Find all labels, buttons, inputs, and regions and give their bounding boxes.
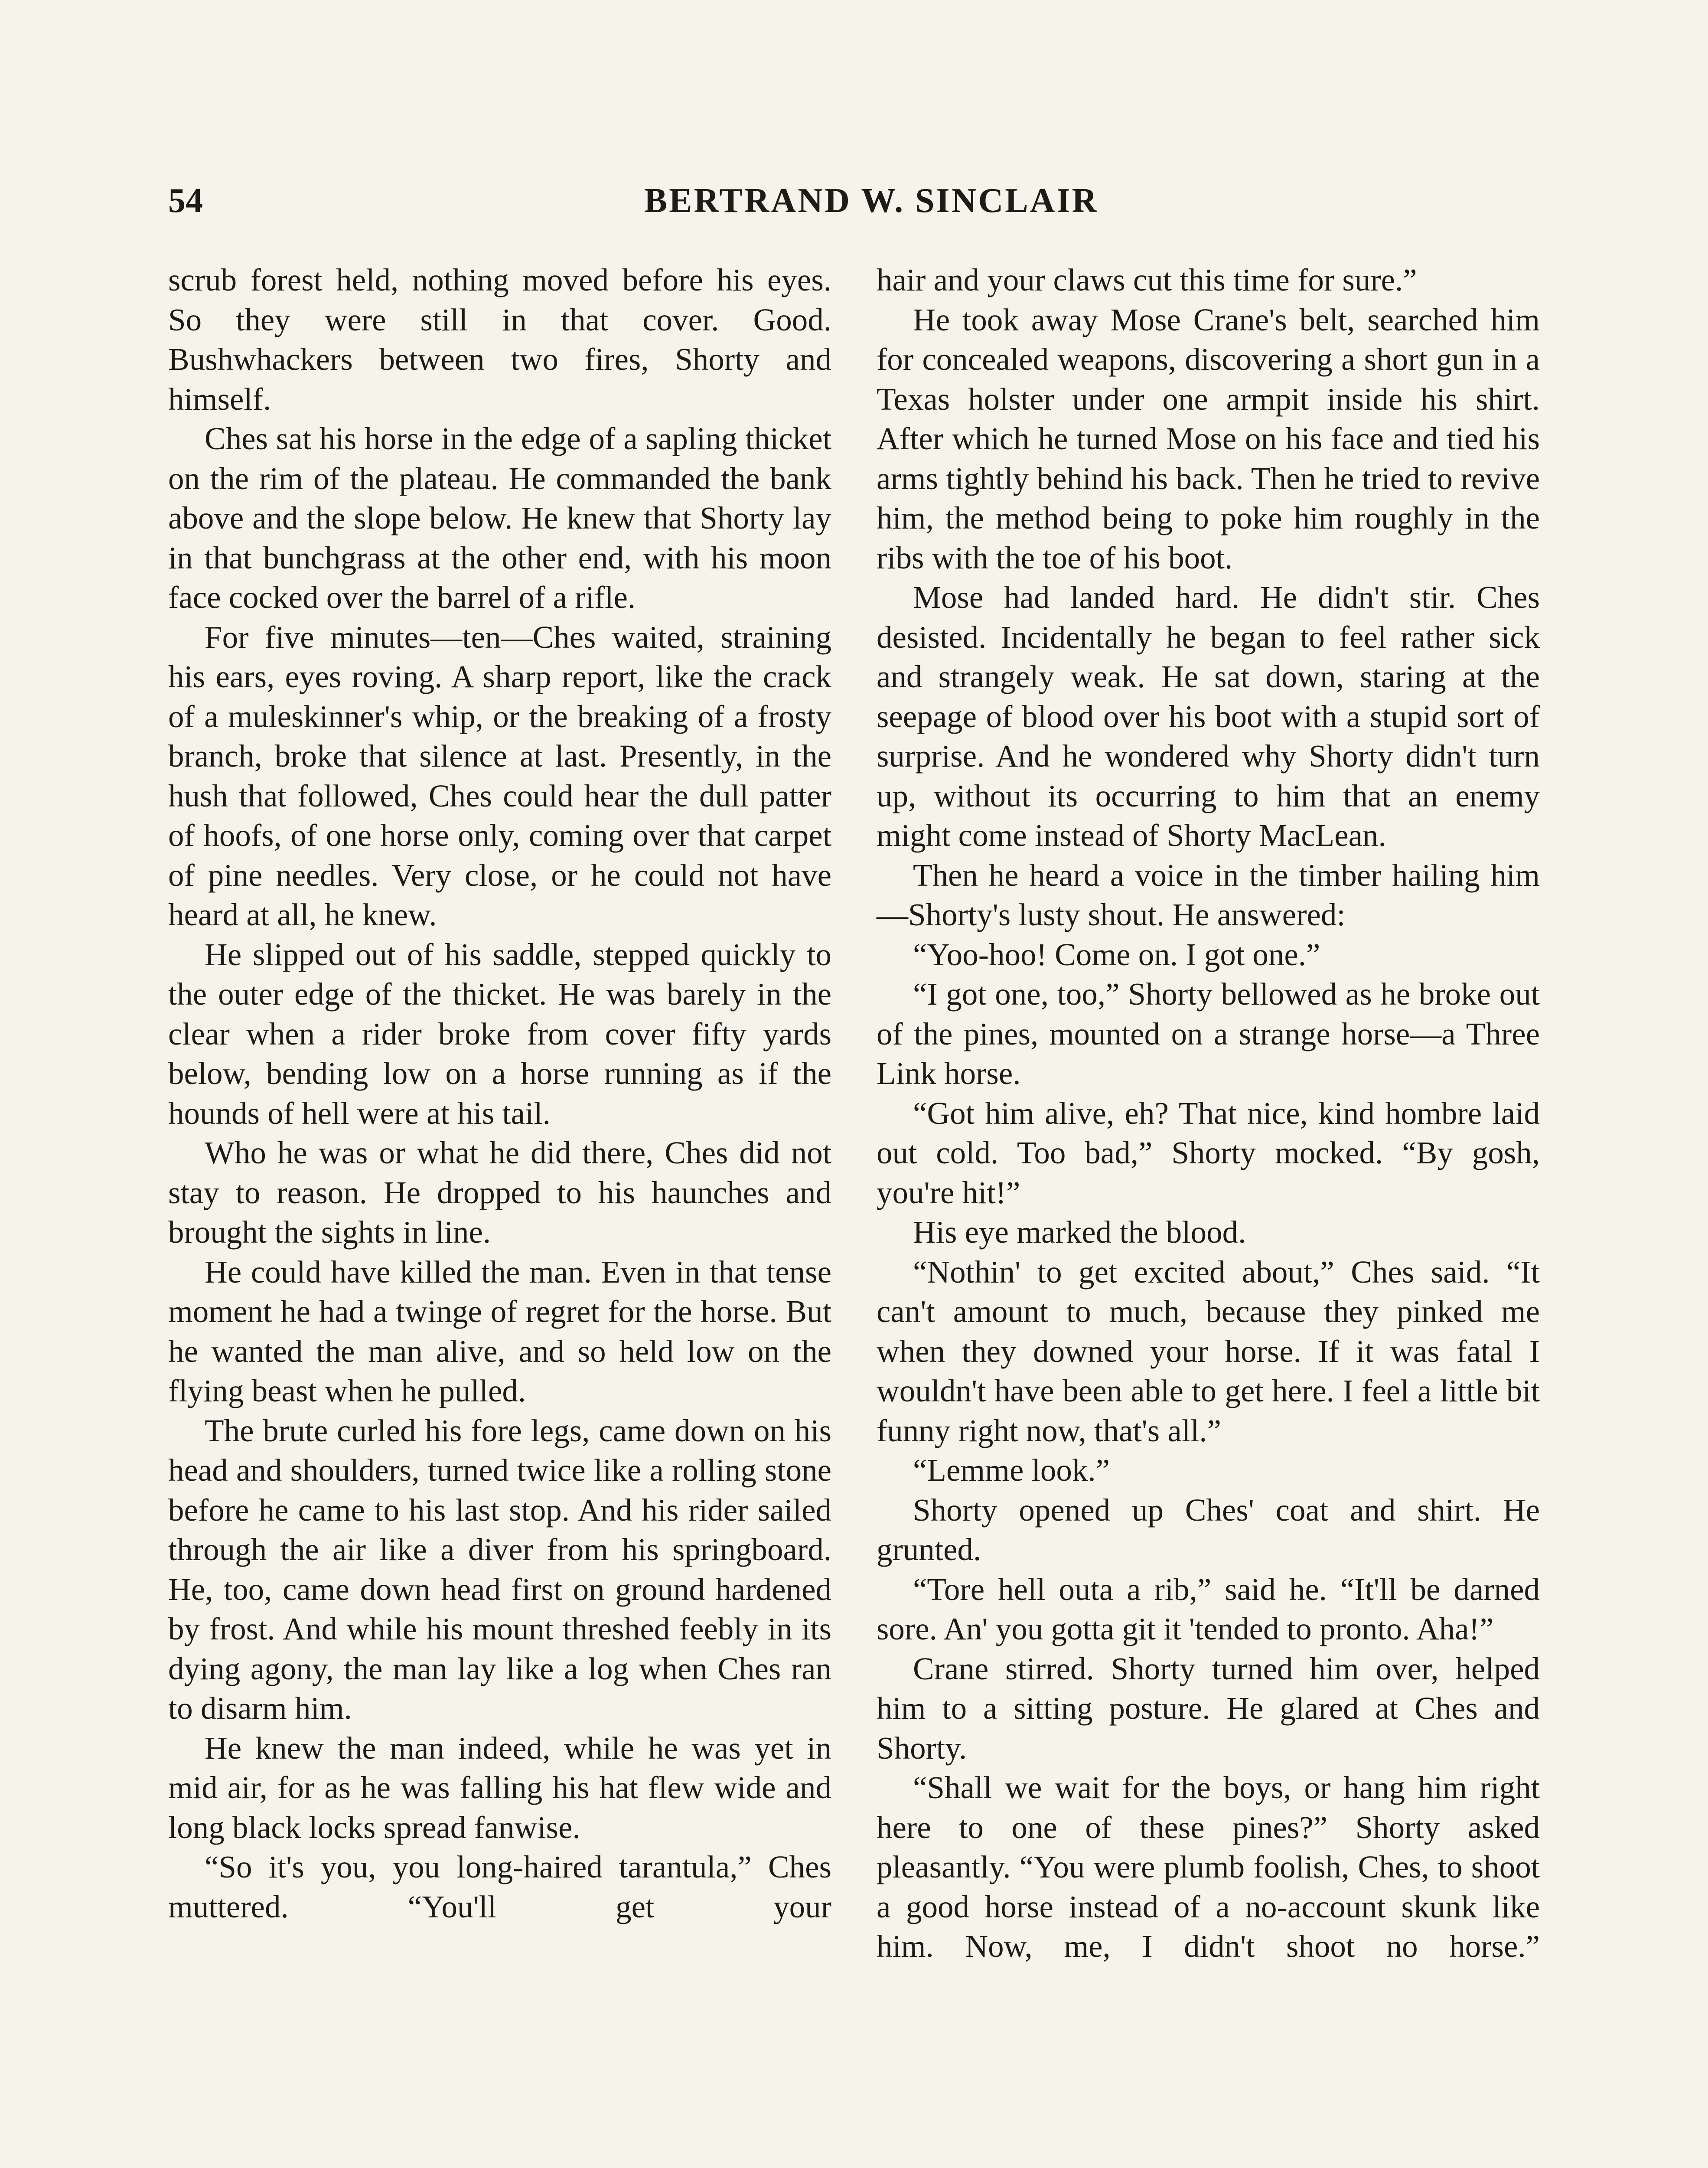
paragraph: Then he heard a voice in the timber hailing him—Shorty's lusty shout. He answered: bbox=[877, 857, 1540, 932]
paragraph: The brute curled his fore legs, came down on his head and shoulders, turned twice like a rolling stone before he came to his last stop. And his rider sailed through the air like a diver from his springboard. He, too, came down head first on ground hardened by frost. And while his mount threshed feebly in its dying agony, the man lay like a log when Ches ran to disarm him. bbox=[168, 1413, 831, 1726]
paragraph: “So it's you, you long-haired tarantula,” Ches muttered. “You'll get your bbox=[168, 1849, 831, 1924]
paragraph: He knew the man indeed, while he was yet in mid air, for as he was falling his hat flew wide and long black locks spread fanwise. bbox=[168, 1730, 831, 1845]
paragraph: His eye marked the blood. bbox=[913, 1215, 1246, 1250]
right-column bbox=[877, 260, 1540, 1966]
paragraph: scrub forest held, nothing moved before his eyes. So they were still in that cover. Good. Bushwhackers between two fires, Shorty and himself. bbox=[168, 262, 831, 417]
paragraph: hair and your claws cut this time for sure.” bbox=[877, 262, 1417, 297]
paragraph: “Nothin' to get excited about,” Ches said. “It can't amount to much, because they pinked me when they downed your horse. If it was fatal I wouldn't have been able to get here. I feel a little bit funny right now, that's all.” bbox=[877, 1254, 1540, 1448]
left-column bbox=[168, 260, 831, 1926]
paragraph: Mose had landed hard. He didn't stir. Ches desisted. Incidentally he began to feel rather sick and strangely weak. He sat down, staring at the seepage of blood over his boot with a stupid sort of surprise. And he wondered why Shorty didn't turn up, without its occurring to him that an enemy might come instead of Shorty MacLean. bbox=[877, 580, 1540, 853]
paragraph: “I got one, too,” Shorty bellowed as he broke out of the pines, mounted on a strange horse—a Three Link horse. bbox=[877, 976, 1540, 1091]
paragraph: “Shall we wait for the boys, or hang him right here to one of these pines?” Shorty asked pleasantly. “You were plumb foolish, Ches, to shoot a good horse instead of a no-account skunk like him. Now, me, I didn't shoot no horse.” bbox=[877, 1770, 1540, 1964]
page-number: 54 bbox=[168, 182, 203, 220]
paragraph: For five minutes—ten—Ches waited, straining his ears, eyes roving. A sharp report, like the crack of a muleskinner's whip, or the breaking of a frosty branch, broke that silence at last. Presently, in the hush that followed, Ches could hear the dull patter of hoofs, of one horse only, coming over that carpet of pine needles. Very close, or he could not have heard at all, he knew. bbox=[168, 619, 831, 932]
paragraph: He took away Mose Crane's belt, searched him for concealed weapons, discovering a short gun in a Texas holster under one armpit inside his shirt. After which he turned Mose on his face and tied his arms tightly behind his back. Then he tried to revive him, the method being to poke him roughly in the ribs with the toe of his boot. bbox=[877, 302, 1540, 575]
paragraph: Shorty opened up Ches' coat and shirt. He grunted. bbox=[877, 1492, 1540, 1567]
paragraph: Who he was or what he did there, Ches did not stay to reason. He dropped to his haunches and brought the sights in line. bbox=[168, 1135, 831, 1250]
paragraph: “Tore hell outa a rib,” said he. “It'll be darned sore. An' you gotta git it 'tended to pronto. Aha!” bbox=[877, 1571, 1540, 1646]
paragraph: He could have killed the man. Even in that tense moment he had a twinge of regret for the horse. But he wanted the man alive, and so held low on the flying beast when he pulled. bbox=[168, 1254, 831, 1408]
paragraph: “Got him alive, eh? That nice, kind hombre laid out cold. Too bad,” Shorty mocked. “By gosh, you're hit!” bbox=[877, 1095, 1540, 1210]
paragraph: Ches sat his horse in the edge of a sapling thicket on the rim of the plateau. He commanded the bank above and the slope below. He knew that Shorty lay in that bunchgrass at the other end, with his moon face cocked over the barrel of a rifle. bbox=[168, 421, 831, 615]
page-header bbox=[168, 177, 1574, 225]
paragraph: Crane stirred. Shorty turned him over, helped him to a sitting posture. He glared at Ches and Shorty. bbox=[877, 1651, 1540, 1766]
paragraph: He slipped out of his saddle, stepped quickly to the outer edge of the thicket. He was barely in the clear when a rider broke from cover fifty yards below, bending low on a horse running as if the hounds of hell were at his tail. bbox=[168, 937, 831, 1131]
paragraph: “Yoo-hoo! Come on. I got one.” bbox=[913, 937, 1320, 972]
paragraph: “Lemme look.” bbox=[913, 1453, 1110, 1488]
running-head: BERTRAND W. SINCLAIR bbox=[644, 182, 1099, 220]
